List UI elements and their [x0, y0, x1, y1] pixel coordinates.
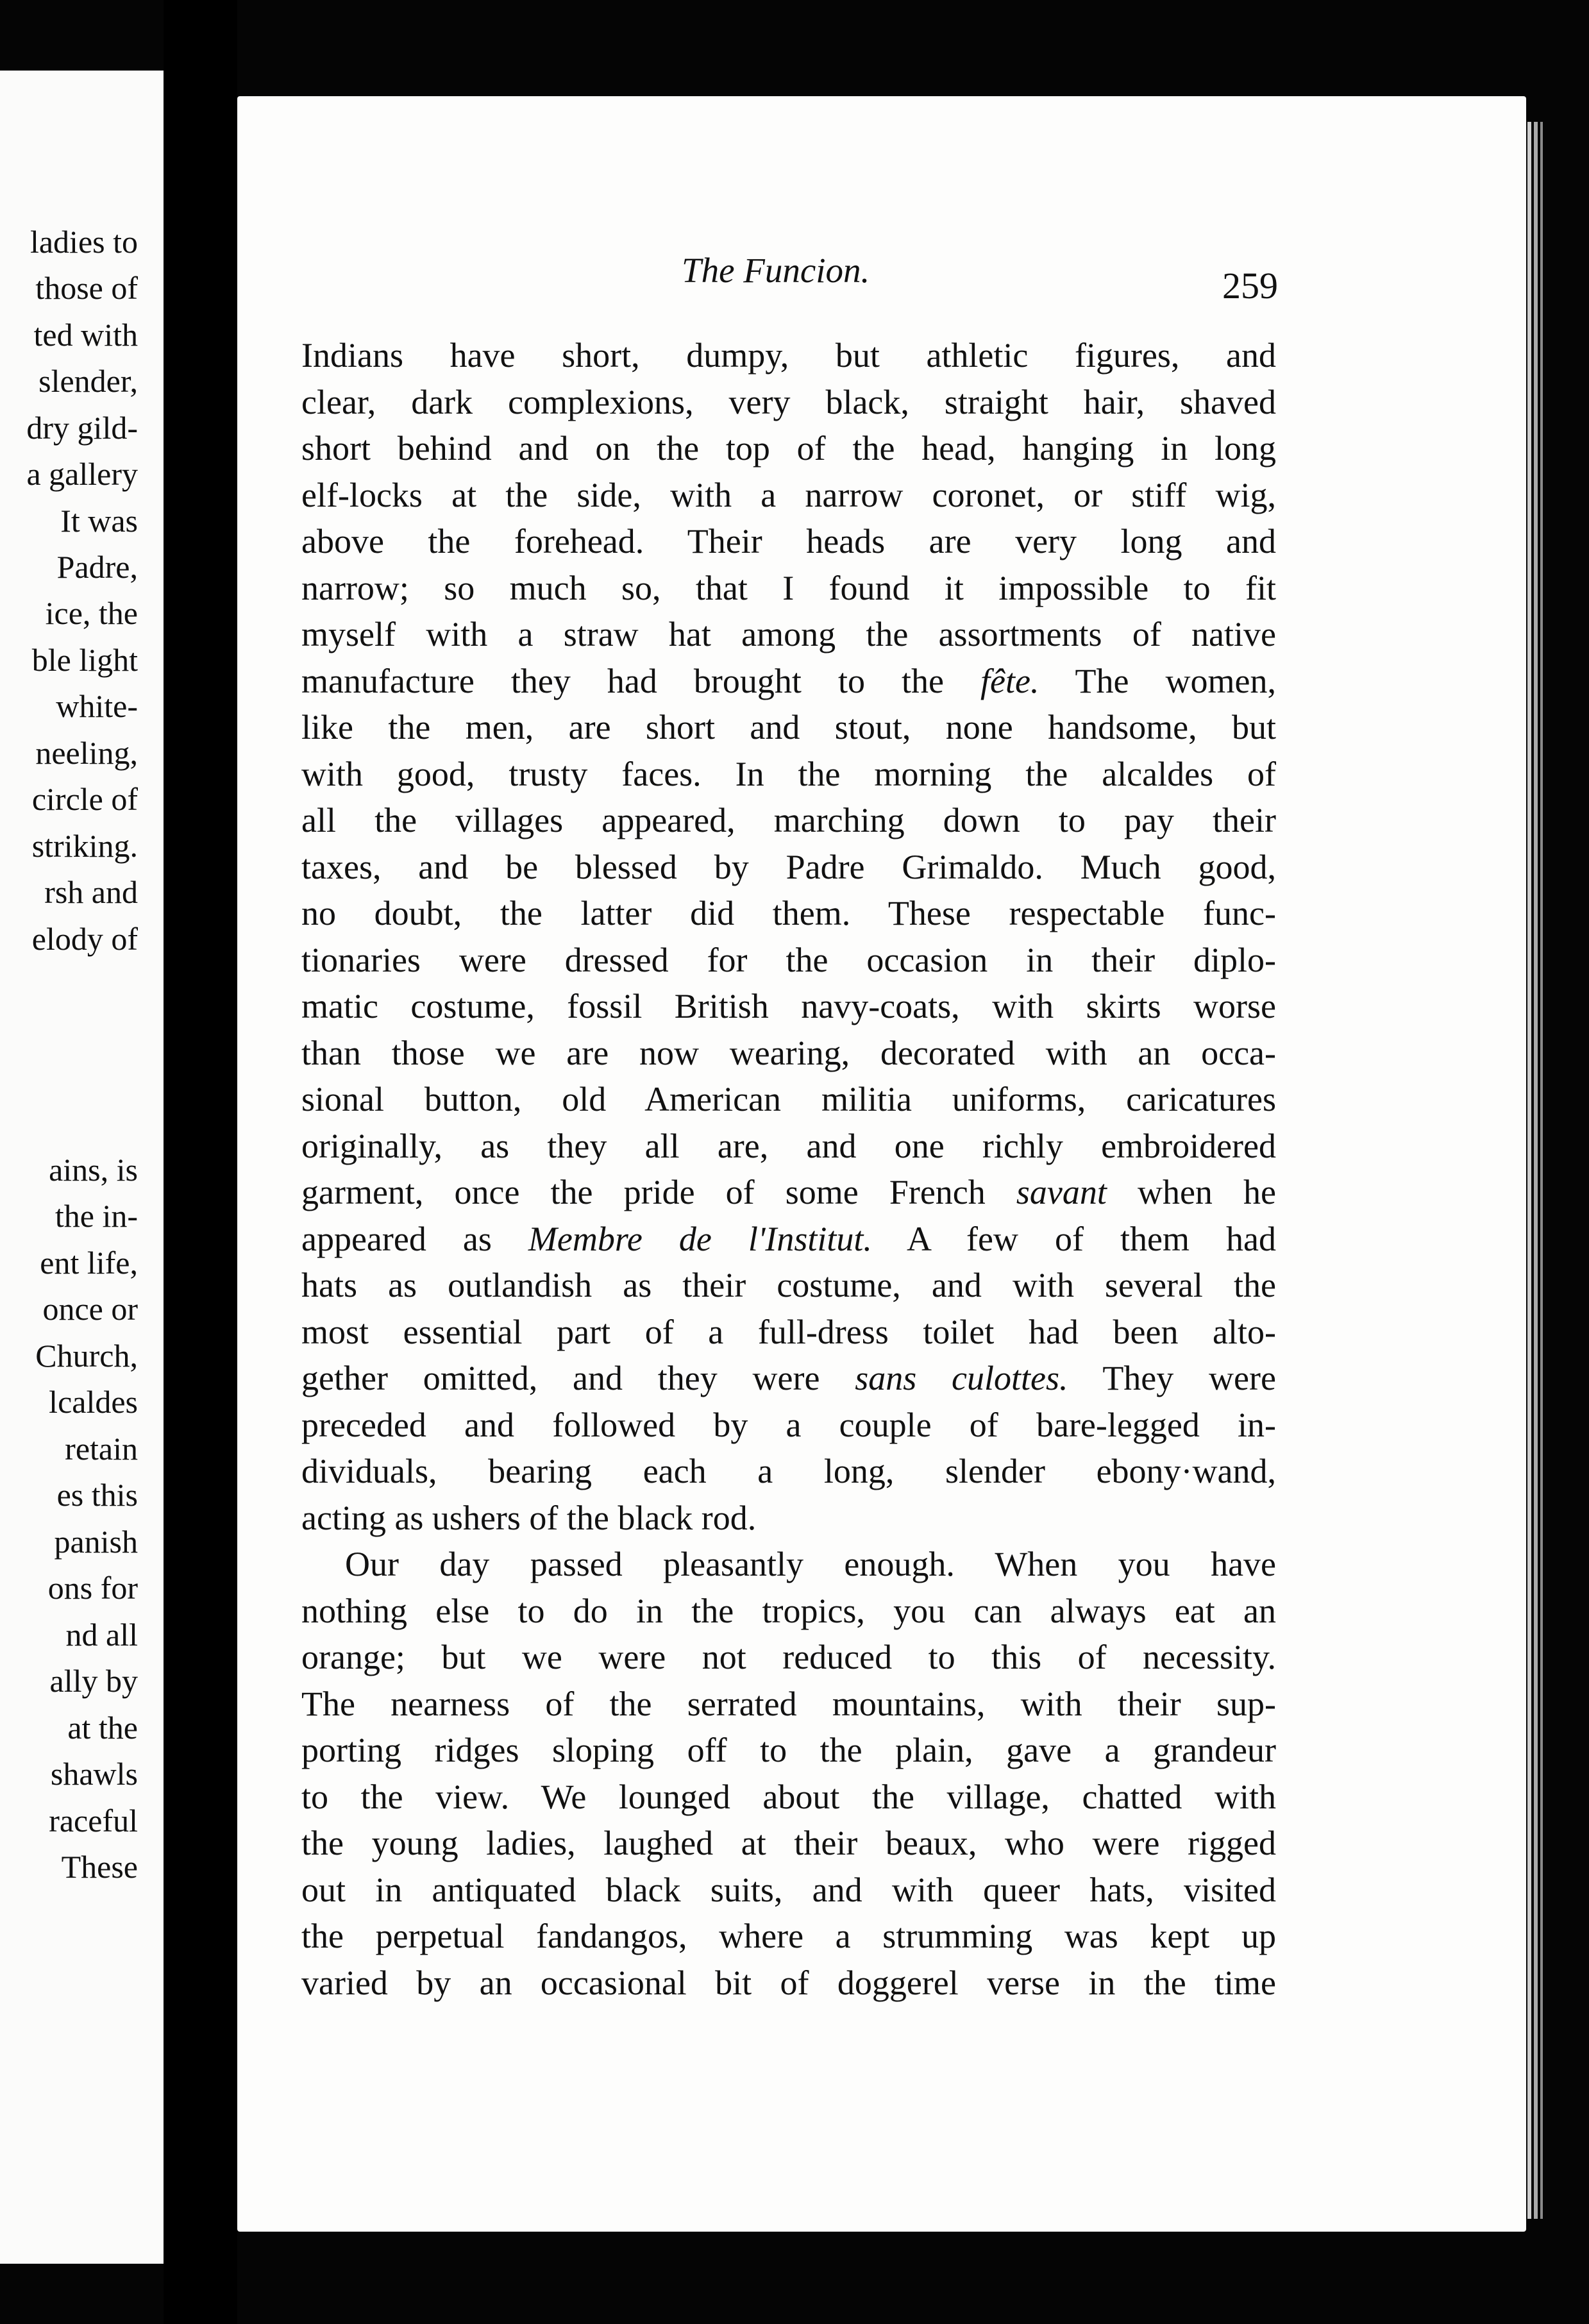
left-page-line: dry gild- — [26, 410, 138, 446]
page-edge — [1540, 122, 1543, 2219]
text-segment: hats as outlandish as their costume, and with several the — [301, 1266, 1276, 1304]
left-page-line: neeling, — [35, 735, 138, 771]
text-segment: porting ridges sloping off to the plain, gave a grandeur — [301, 1731, 1276, 1769]
text-line — [301, 844, 1276, 891]
text-segment: sional button, old American militia uniforms, caricatures — [301, 1080, 1276, 1118]
text-line — [301, 1588, 1276, 1635]
left-page-line: slender, — [38, 363, 138, 399]
left-page-line: at the — [67, 1710, 138, 1746]
left-page-line: ice, the — [45, 595, 138, 631]
text-segment: tionaries were dressed for the occasion in their diplo- — [301, 940, 1276, 979]
text-segment: originally, as they all are, and one richly embroidered — [301, 1126, 1276, 1165]
text-line — [301, 379, 1276, 426]
left-page-line: Padre, — [56, 549, 138, 585]
text-segment: preceded and followed by a couple of bare-legged in- — [301, 1405, 1276, 1444]
text-segment: acting as ushers of the black rod. — [301, 1498, 757, 1537]
text-line — [301, 1309, 1276, 1356]
text-segment: when he — [1106, 1173, 1276, 1211]
left-page-line: es this — [56, 1477, 138, 1513]
text-segment: clear, dark complexions, very black, straight hair, shaved — [301, 382, 1276, 421]
text-line — [301, 611, 1276, 658]
left-page-line: striking. — [31, 828, 138, 864]
text-segment: orange; but we were not reduced to this of necessity. — [301, 1638, 1276, 1676]
italic-text: Membre de l'Institut. — [528, 1219, 872, 1258]
text-line — [301, 1913, 1276, 1960]
left-page-line: once or — [42, 1291, 138, 1327]
text-segment: the perpetual fandangos, where a strumming was kept up — [301, 1917, 1276, 1955]
text-line — [301, 1402, 1276, 1449]
left-page-line: ains, is — [49, 1152, 138, 1188]
text-line — [301, 332, 1276, 379]
text-segment: varied by an occasional bit of doggerel verse in the time — [301, 1963, 1276, 2002]
text-line — [301, 890, 1276, 937]
running-title: The Funcion. — [682, 251, 870, 290]
text-segment: manufacture they had brought to the — [301, 661, 980, 700]
text-segment: garment, once the pride of some French — [301, 1173, 1016, 1211]
text-segment: They were — [1068, 1359, 1276, 1397]
text-segment: with good, trusty faces. In the morning the alcaldes of — [301, 754, 1276, 793]
text-line — [301, 518, 1276, 565]
italic-text: sans culottes. — [855, 1359, 1068, 1397]
page-edge — [1527, 122, 1531, 2219]
text-line — [301, 1076, 1276, 1123]
text-segment: narrow; so much so, that I found it impossible to fit — [301, 568, 1276, 607]
text-segment: all the villages appeared, marching down to pay their — [301, 801, 1276, 839]
text-line — [301, 751, 1276, 798]
text-line — [301, 1727, 1276, 1774]
left-page-line: ent life, — [40, 1245, 138, 1281]
left-page-line: ally by — [49, 1663, 138, 1699]
text-segment: taxes, and be blessed by Padre Grimaldo. Much good, — [301, 847, 1276, 886]
text-line — [301, 1123, 1276, 1170]
text-line — [301, 658, 1276, 705]
text-segment: short behind and on the top of the head, hanging in long — [301, 429, 1276, 467]
text-line — [301, 1681, 1276, 1728]
left-page-line: raceful — [49, 1803, 138, 1839]
text-segment: above the forehead. Their heads are very long and — [301, 522, 1276, 560]
left-page-line: It was — [60, 503, 138, 539]
left-page-line: panish — [54, 1524, 138, 1560]
text-line — [301, 1774, 1276, 1821]
text-segment: like the men, are short and stout, none handsome, but — [301, 708, 1276, 746]
text-line — [301, 1216, 1276, 1263]
text-line — [301, 1867, 1276, 1914]
left-page-line: ons for — [47, 1570, 138, 1606]
text-segment: Indians have short, dumpy, but athletic figures, and — [301, 336, 1276, 375]
text-segment: the young ladies, laughed at their beaux, who were rigged — [301, 1824, 1276, 1862]
text-segment: no doubt, the latter did them. These respectable func- — [301, 894, 1276, 932]
left-page-line: rsh and — [44, 874, 138, 910]
left-page-line: lcaldes — [49, 1384, 138, 1420]
left-page-line: retain — [65, 1431, 138, 1467]
text-segment: to the view. We lounged about the village, chatted with — [301, 1777, 1276, 1816]
text-line — [301, 983, 1276, 1030]
text-line — [301, 1820, 1276, 1867]
left-page-line: Church, — [35, 1338, 138, 1374]
text-segment: elf-locks at the side, with a narrow coronet, or stiff wig, — [301, 475, 1276, 514]
italic-text: savant — [1016, 1173, 1107, 1211]
text-line — [301, 937, 1276, 984]
text-line — [301, 1355, 1276, 1402]
left-page-line: those of — [35, 270, 138, 306]
left-page-line: elody of — [31, 921, 138, 957]
text-line — [301, 1262, 1276, 1309]
left-page-line: shawls — [50, 1756, 138, 1792]
left-page-line: circle of — [31, 781, 138, 817]
text-segment: out in antiquated black suits, and with queer hats, visited — [301, 1870, 1276, 1909]
text-segment: gether omitted, and they were — [301, 1359, 855, 1397]
left-page-line: a gallery — [26, 456, 138, 492]
text-segment: dividuals, bearing each a long, slender ebony·wand, — [301, 1452, 1276, 1490]
text-line — [301, 1495, 1276, 1542]
left-page-line: ble light — [31, 642, 138, 678]
text-segment: The nearness of the serrated mountains, with their sup- — [301, 1684, 1276, 1723]
left-page-line: nd all — [65, 1617, 138, 1653]
page-edge — [1534, 122, 1538, 2219]
text-line — [301, 797, 1276, 844]
text-segment: myself with a straw hat among the assortments of native — [301, 615, 1276, 653]
text-segment: Our day passed pleasantly enough. When you have — [345, 1545, 1276, 1583]
text-line — [301, 425, 1276, 472]
book-gutter — [164, 0, 237, 2324]
text-segment: A few of them had — [871, 1219, 1276, 1258]
left-page-line: white- — [56, 688, 138, 724]
page-number: 259 — [1222, 265, 1278, 307]
text-segment: appeared as — [301, 1219, 528, 1258]
text-line — [301, 704, 1276, 751]
text-line — [301, 1448, 1276, 1495]
left-facing-page — [0, 71, 164, 2264]
text-segment: most essential part of a full-dress toilet had been alto- — [301, 1312, 1276, 1351]
text-line — [301, 1634, 1276, 1681]
left-page-line: the in- — [55, 1198, 138, 1234]
text-line — [301, 1169, 1276, 1216]
italic-text: fête. — [980, 661, 1039, 700]
left-page-line: ladies to — [29, 224, 138, 260]
left-page-line: These — [61, 1849, 138, 1885]
body-text — [301, 332, 1276, 2006]
text-segment: matic costume, fossil British navy-coats, with skirts worse — [301, 987, 1276, 1025]
text-line — [301, 1541, 1276, 1588]
text-segment: than those we are now wearing, decorated with an occa- — [301, 1033, 1276, 1072]
text-line — [301, 565, 1276, 612]
text-segment: nothing else to do in the tropics, you can always eat an — [301, 1591, 1276, 1630]
left-page-line: ted with — [33, 317, 138, 353]
text-line — [301, 1960, 1276, 2007]
text-segment: The women, — [1039, 661, 1276, 700]
text-line — [301, 472, 1276, 519]
text-line — [301, 1030, 1276, 1077]
